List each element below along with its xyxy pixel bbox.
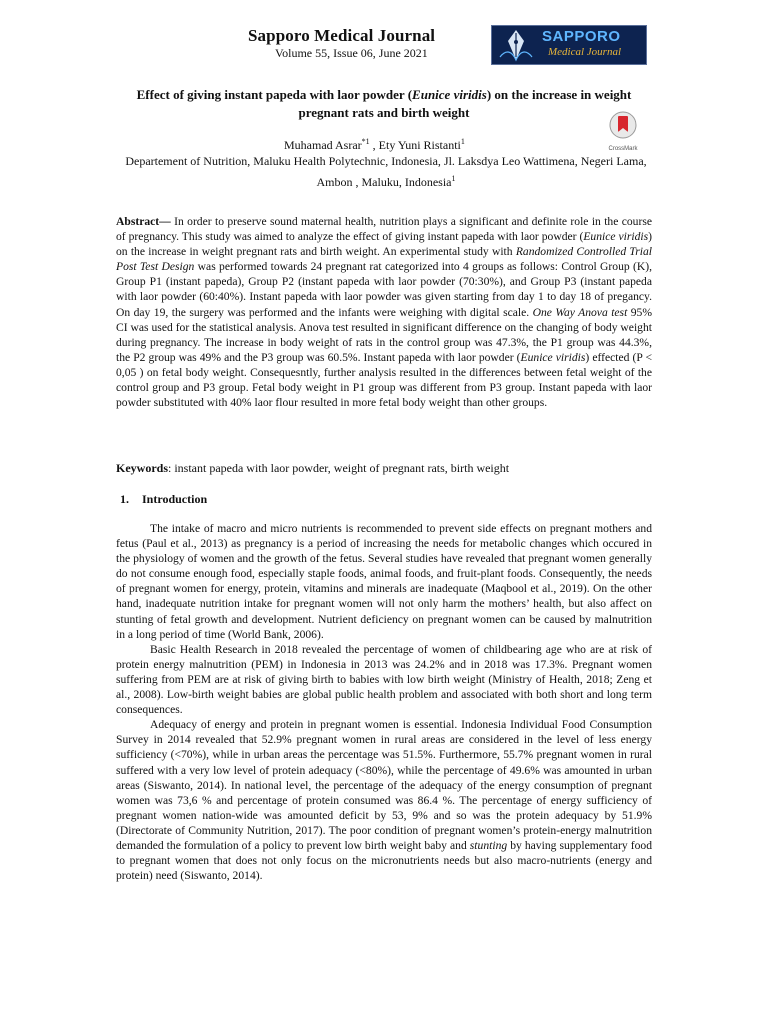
affiliation-mark: 1 [451,174,456,183]
abstract-text: In order to preserve sound maternal health, nutrition plays a significant and definite role in the course of pregnancy. This study was aimed to analyze the effect of giving instant papeda with laor powder ( [116,215,652,244]
statistical-test: One Way Anova test [532,305,628,319]
section-heading-introduction [120,492,207,507]
journal-logo [491,25,647,65]
pen-nib-emblem-icon [494,27,538,63]
abstract-text: 95% CI was used for the statistical analysis. Anova test resulted in significant difference on the changing of body weight during pregnancy. The increase in body weight of rats in the control group was 47.3%, the P1 group was 44.3%, the P2 group was 49% and the P3 group was 60.5%. Instant papeda with laor powder ( [116,305,652,364]
keywords [116,461,652,476]
keywords-label: Keywords [116,461,168,475]
abstract-text: ) on the increase in weight pregnant rats and birth weight. An experimental study with [116,230,652,259]
species-name: Eunice viridis [520,350,586,364]
crossmark-icon[interactable] [608,110,638,146]
keywords-text: : instant papeda with laor powder, weight of pregnant rats, birth weight [168,461,510,475]
introduction-body [116,521,652,883]
article-title [120,86,648,122]
italic-term: stunting [469,838,508,852]
abstract-text: ) effected (P < 0,05 ) on fetal body weight. Consequesntly, further analysis resulted in the differences between fetal weight of the control group and P3 group. Fetal body weight in P1 group was different from P3 group. Instant papeda with laor powder substituted with 40% laor flour resulted in more fetal body weight than other groups. [116,350,652,410]
author-separator: , [369,138,379,152]
section-number: 1. [120,492,129,506]
journal-issue: Volume 55, Issue 06, June 2021 [275,46,428,60]
species-name: Eunice viridis [583,230,649,244]
title-part-2: ) on the increase in weight pregnant rats and birth weight [298,87,632,120]
abstract [116,214,652,410]
author-name: Ety Yuni Ristanti [378,138,461,152]
intro-paragraph-3 [116,717,652,883]
intro-paragraph-2: Basic Health Research in 2018 revealed the percentage of women of childbearing age who are at risk of protein energy malnutrition (PEM) in Indonesia in 2013 was 24.2% and in 2018 was 17.3%. Pregnant women suffering from PEM are at risk of giving birth to babies with low birth weight (Ministry of Health, 2018; Zeng et al., 2008). Low-birth weight babies are global public health problem and associated with both short and long term consequences. [116,642,652,717]
abstract-label: Abstract— [116,215,171,228]
intro-paragraph-1: The intake of macro and micro nutrients is recommended to prevent side effects on pregnant mothers and fetus (Paul et al., 2013) as pregnancy is a period of increasing the needs for metabolic changes which occured in the physiology of women and the growth of the fetus. Several studies have revealed that pregnant women generally do not consume enough food, especially staple foods, animal foods, and fruit-plant foods. Consequently, the needs of pregnant women for energy, protein, vitamins and minerals are inadequate (Maqbool et al., 2019). On the other hand, inadequate nutrition intake for pregnant women will not only harm the mothers’ health, but also affect on stunting of fetal growth and development. Nutrient deficiency on pregnant women can be caused by malnutrition in a long period of time (World Bank, 2006). [116,522,652,641]
abstract-text: was performed towards 24 pregnant rat categorized into 4 groups as follows: Control Group (K), Group P1 (instant papeda), Group P2 (instant papeda with laor powder (70:30%), and Group P3 (instant papeda with laor powder (60:40%). Instant papeda with laor powder was given starting from day 1 to day 18 of pregancy. On day 19, the surgery was performed and the infants were weighing with digital scale. [116,260,652,319]
intro-text: by having supplementary food to pregnant women that does not only focus on the micronutrients needs but also macro-nutrients (energy and protein) need (Siswanto, 2014). [116,838,653,883]
author-name: Muhamad Asrar [284,138,362,152]
author-affiliation-mark: *1 [361,137,370,146]
author-line [284,137,465,153]
crossmark-label: CrossMark [608,146,638,152]
abstract-paragraph [116,214,652,410]
intro-text: Adequacy of energy and protein in pregnant women is essential. Indonesia Individual Food Consumption Survey in 2014 revealed that 52.9% pregnant women in rural areas are considered in the level of less energy sufficiency (<70%), while in urban areas the percentage was 51.5%. Furthermore, 55.7% pregnant women in rural suffered with a very low level of protein adequacy (<80%), while the percentage of 49.6% was amounted in urban areas (Siswanto, 2014). In national level, the percentage of the adequacy of the energy consumption of pregnant women was 73,6 % and percentage of protein consumed was 86.4 %. The percentage of energy sufficiency of pregnant women nation-wide was amounted deficit by 53, 9% and so was the protein adequacy by 51.9% (Directorate of Community Nutrition, 2017). The poor condition of pregnant women’s protein-energy malnutrition demanded the formulation of a policy to prevent low birth weight baby and [116,718,652,852]
title-part-1: Effect of giving instant papeda with laor powder ( [136,87,413,102]
logo-wordmark: SAPPORO [542,28,621,45]
affiliation [116,153,656,191]
section-title: Introduction [142,492,208,506]
affiliation-text: Departement of Nutrition, Maluku Health Polytechnic, Indonesia, Jl. Laksdya Leo Wattimena, Negeri Lama, Ambon , Maluku, Indonesia [125,154,647,189]
study-design: Randomized Controlled Trial Post Test Design [116,245,652,274]
author-affiliation-mark: 1 [460,137,465,146]
title-species: Eunice viridis [412,87,487,102]
journal-name: Sapporo Medical Journal [248,26,436,45]
logo-subtitle: Medical Journal [548,46,622,58]
